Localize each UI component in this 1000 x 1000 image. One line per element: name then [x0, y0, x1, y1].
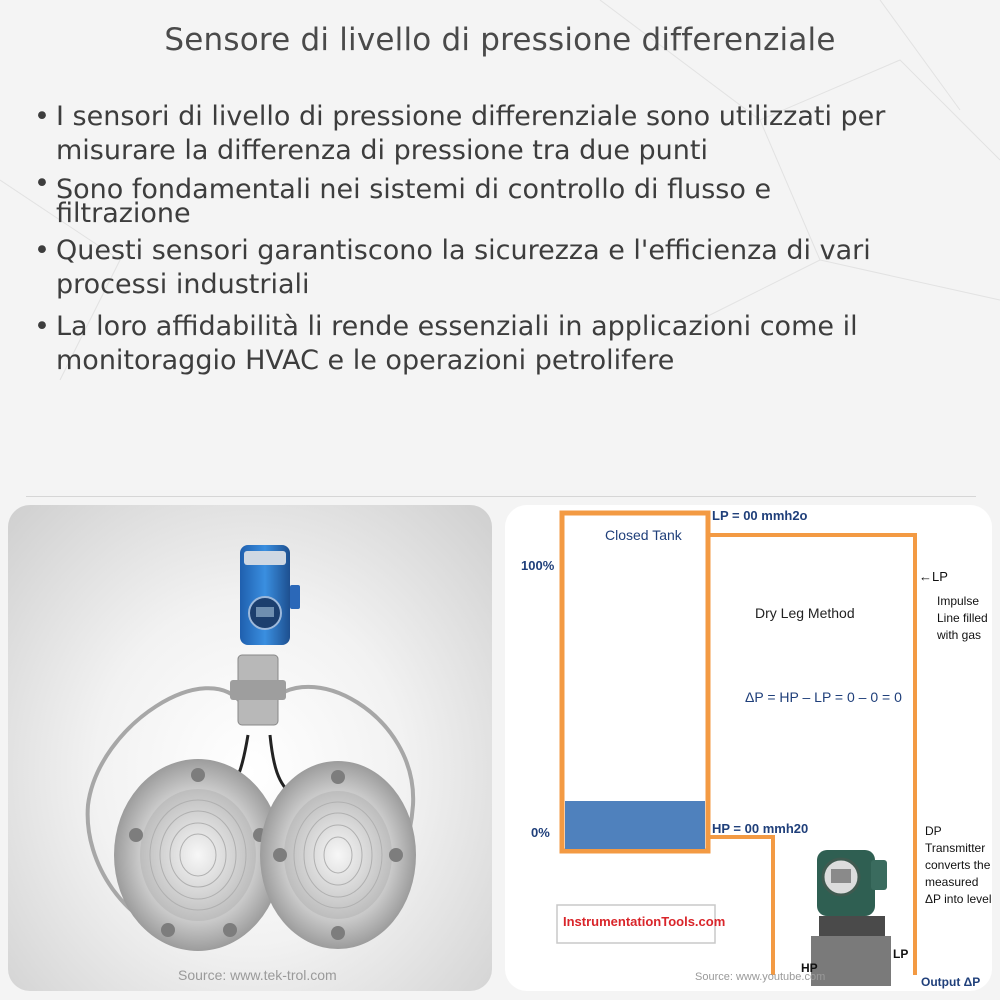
lp-arrow-label: ←LP — [919, 569, 948, 584]
page-title: Sensore di livello di pressione differenziale — [164, 22, 836, 58]
bullet-text-line: misurare la differenza di pressione tra due punti — [56, 135, 708, 166]
lp-top-label: LP = 00 mmh2o — [712, 508, 808, 523]
transmitter — [240, 545, 300, 645]
method-label: Dry Leg Method — [755, 605, 855, 621]
bullet-dot: • — [34, 235, 50, 266]
hp-port-label: HP — [801, 961, 818, 975]
dp-sensor-illustration — [8, 505, 492, 991]
bullet-item — [34, 234, 954, 302]
sensor-photo — [8, 505, 492, 991]
bullet-text-line: I sensori di livello di pressione differenziale sono utilizzati per — [56, 101, 886, 132]
bullet-dot: • — [34, 168, 50, 199]
lp-impulse-line — [708, 535, 915, 975]
bullet-text-line: Sono fondamentali nei sistemi di controllo di flusso e — [56, 174, 772, 205]
bullet-text-line: La loro affidabilità li rende essenziali in applicazioni come il — [56, 311, 858, 342]
hp-bottom-label: HP = 00 mmh20 — [712, 821, 809, 836]
dry-leg-diagram — [505, 505, 992, 991]
bullet-text-line: filtrazione — [56, 198, 191, 229]
bullet-dot: • — [34, 311, 50, 342]
image-source: Source: www.tek-trol.com — [178, 967, 337, 983]
bullet-item — [34, 100, 954, 168]
instrumentationtools-logo: InstrumentationTools.com — [563, 914, 726, 929]
lp-port-label: LP — [893, 947, 909, 961]
dp-transmitter-icon — [811, 850, 891, 986]
bullet-dot: • — [34, 101, 50, 132]
bullet-item — [34, 168, 954, 229]
closed-tank — [562, 513, 708, 851]
bullet-list — [34, 100, 954, 378]
dp-description: DP Transmitter converts the measured ΔP into level — [925, 824, 992, 906]
bullet-text-line: Questi sensori garantiscono la sicurezza e l'efficienza di vari — [56, 235, 871, 266]
lp-description: Impulse Line filled with gas — [937, 594, 988, 642]
level-100-label: 100% — [521, 558, 555, 573]
bullet-item — [34, 310, 954, 378]
level-0-label: 0% — [531, 825, 550, 840]
section-divider — [26, 496, 976, 497]
liquid-level — [565, 801, 705, 849]
image-source: Source: www.youtube.com — [695, 971, 826, 983]
output-label: Output ΔP — [921, 975, 981, 989]
right-flange — [260, 761, 416, 949]
equation-label: ΔP = HP – LP = 0 – 0 = 0 — [745, 689, 902, 705]
bullet-text-line: monitoraggio HVAC e le operazioni petrolifere — [56, 345, 675, 376]
tank-label: Closed Tank — [605, 527, 682, 543]
hp-impulse-line — [708, 837, 773, 975]
bullet-text-line: processi industriali — [56, 269, 310, 300]
left-flange — [114, 759, 282, 951]
